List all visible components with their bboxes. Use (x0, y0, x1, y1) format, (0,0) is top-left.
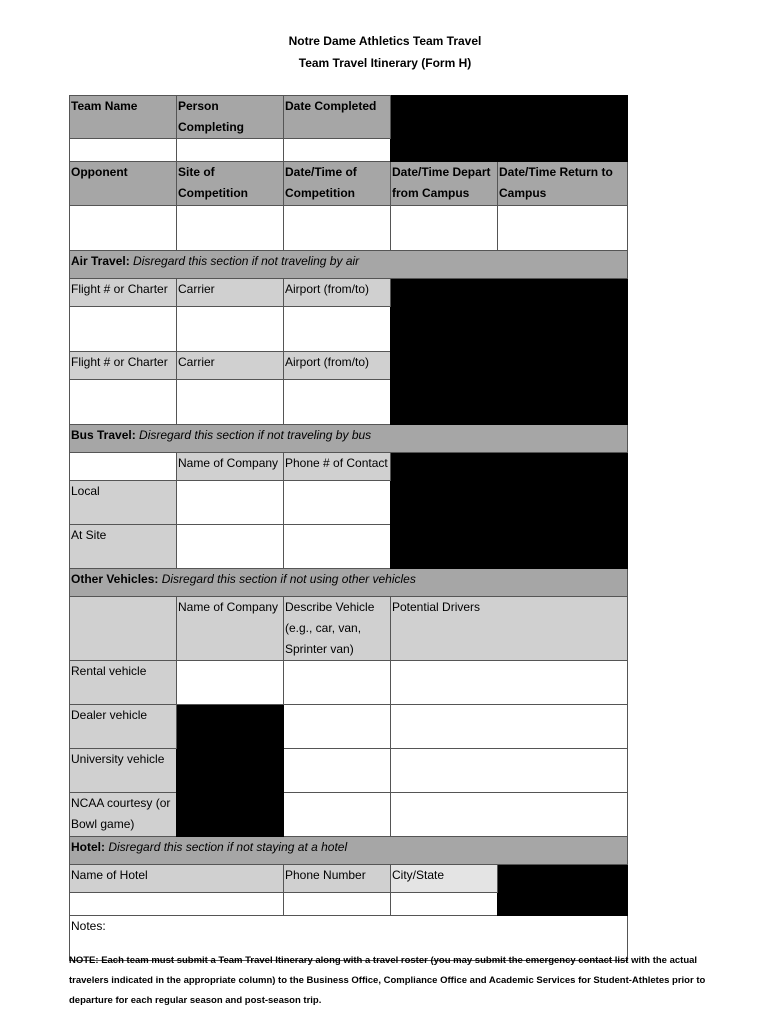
other-company-label: Name of Company (177, 597, 284, 661)
other-describe-label: Describe Vehicle (e.g., car, van, Sprinter van) (284, 597, 391, 661)
other-vehicles-title: Other Vehicles: (71, 572, 159, 586)
company-blacked-out-area (177, 705, 284, 837)
bus-header-blank (70, 453, 177, 481)
footer-note: NOTE: Each team must submit a Team Travel Itinerary along with a travel roster (you may submit the emergency contact list with the actual travelers indicated in the appropriate column) to the Business Office, Compliance Office and Academic Services for Student-Athletes prior to departure for each regular season and post-season trip. (69, 955, 706, 1006)
datetime-competition-label: Date/Time of Competition (284, 162, 391, 206)
carrier-field-2[interactable] (177, 380, 284, 425)
site-field[interactable] (177, 206, 284, 251)
form-subtitle: Team Travel Itinerary (Form H) (298, 56, 472, 70)
opponent-field[interactable] (70, 206, 177, 251)
hotel-name-label: Name of Hotel (70, 865, 284, 893)
bus-site-contact-field[interactable] (284, 525, 391, 569)
rental-company-field[interactable] (177, 661, 284, 705)
bus-contact-label: Phone # of Contact (284, 453, 391, 481)
bus-company-label: Name of Company (177, 453, 284, 481)
travel-itinerary-table (69, 95, 628, 961)
form-title: Notre Dame Athletics Team Travel (288, 34, 482, 48)
ncaa-describe-field[interactable] (284, 793, 391, 837)
hotel-city-field[interactable] (391, 893, 498, 916)
team-name-label: Team Name (70, 96, 177, 139)
airport-label-2: Airport (from/to) (284, 352, 391, 380)
dealer-drivers-field[interactable] (391, 705, 628, 749)
notes-label: Notes: (71, 919, 106, 933)
ncaa-vehicle-label: NCAA courtesy (or Bowl game) (70, 793, 177, 837)
airport-label-1: Airport (from/to) (284, 279, 391, 307)
hotel-name-field[interactable] (70, 893, 284, 916)
flight-label-2: Flight # or Charter (70, 352, 177, 380)
hotel-city-label: City/State (391, 865, 498, 893)
air-blacked-out-area (391, 279, 628, 425)
hotel-phone-label: Phone Number (284, 865, 391, 893)
site-label: Site of Competition (177, 162, 284, 206)
carrier-label-1: Carrier (177, 279, 284, 307)
flight-field-2[interactable] (70, 380, 177, 425)
blacked-out-area (391, 96, 628, 162)
carrier-field-1[interactable] (177, 307, 284, 352)
hotel-note: Disregard this section if not staying at a hotel (108, 840, 348, 854)
bus-local-label: Local (70, 481, 177, 525)
bus-travel-title: Bus Travel: (71, 428, 136, 442)
other-vehicles-note: Disregard this section if not using other vehicles (161, 572, 416, 586)
ncaa-drivers-field[interactable] (391, 793, 628, 837)
depart-field[interactable] (391, 206, 498, 251)
university-drivers-field[interactable] (391, 749, 628, 793)
other-drivers-label: Potential Drivers (391, 597, 628, 661)
hotel-blacked-out-area (498, 865, 628, 916)
person-completing-label: Person Completing (177, 96, 284, 139)
bus-blacked-out-area (391, 453, 628, 569)
rental-drivers-field[interactable] (391, 661, 628, 705)
airport-field-2[interactable] (284, 380, 391, 425)
bus-local-company-field[interactable] (177, 481, 284, 525)
depart-label: Date/Time Depart from Campus (391, 162, 498, 206)
date-completed-label: Date Completed (284, 96, 391, 139)
bus-travel-note: Disregard this section if not traveling by bus (139, 428, 372, 442)
university-vehicle-label: University vehicle (70, 749, 177, 793)
return-label: Date/Time Return to Campus (498, 162, 628, 206)
bus-at-site-label: At Site (70, 525, 177, 569)
dealer-vehicle-label: Dealer vehicle (70, 705, 177, 749)
return-field[interactable] (498, 206, 628, 251)
opponent-label: Opponent (70, 162, 177, 206)
bus-travel-section-header (70, 425, 628, 453)
hotel-phone-field[interactable] (284, 893, 391, 916)
hotel-section-header (70, 837, 628, 865)
flight-label-1: Flight # or Charter (70, 279, 177, 307)
rental-vehicle-label: Rental vehicle (70, 661, 177, 705)
hotel-title: Hotel: (71, 840, 105, 854)
other-header-blank (70, 597, 177, 661)
airport-field-1[interactable] (284, 307, 391, 352)
other-vehicles-section-header (70, 569, 628, 597)
person-completing-field[interactable] (177, 139, 284, 162)
rental-describe-field[interactable] (284, 661, 391, 705)
date-completed-field[interactable] (284, 139, 391, 162)
team-name-field[interactable] (70, 139, 177, 162)
air-travel-section-header (70, 251, 628, 279)
datetime-competition-field[interactable] (284, 206, 391, 251)
dealer-describe-field[interactable] (284, 705, 391, 749)
flight-field-1[interactable] (70, 307, 177, 352)
bus-local-contact-field[interactable] (284, 481, 391, 525)
air-travel-note: Disregard this section if not traveling by air (133, 254, 360, 268)
carrier-label-2: Carrier (177, 352, 284, 380)
air-travel-title: Air Travel: (71, 254, 130, 268)
university-describe-field[interactable] (284, 749, 391, 793)
bus-site-company-field[interactable] (177, 525, 284, 569)
